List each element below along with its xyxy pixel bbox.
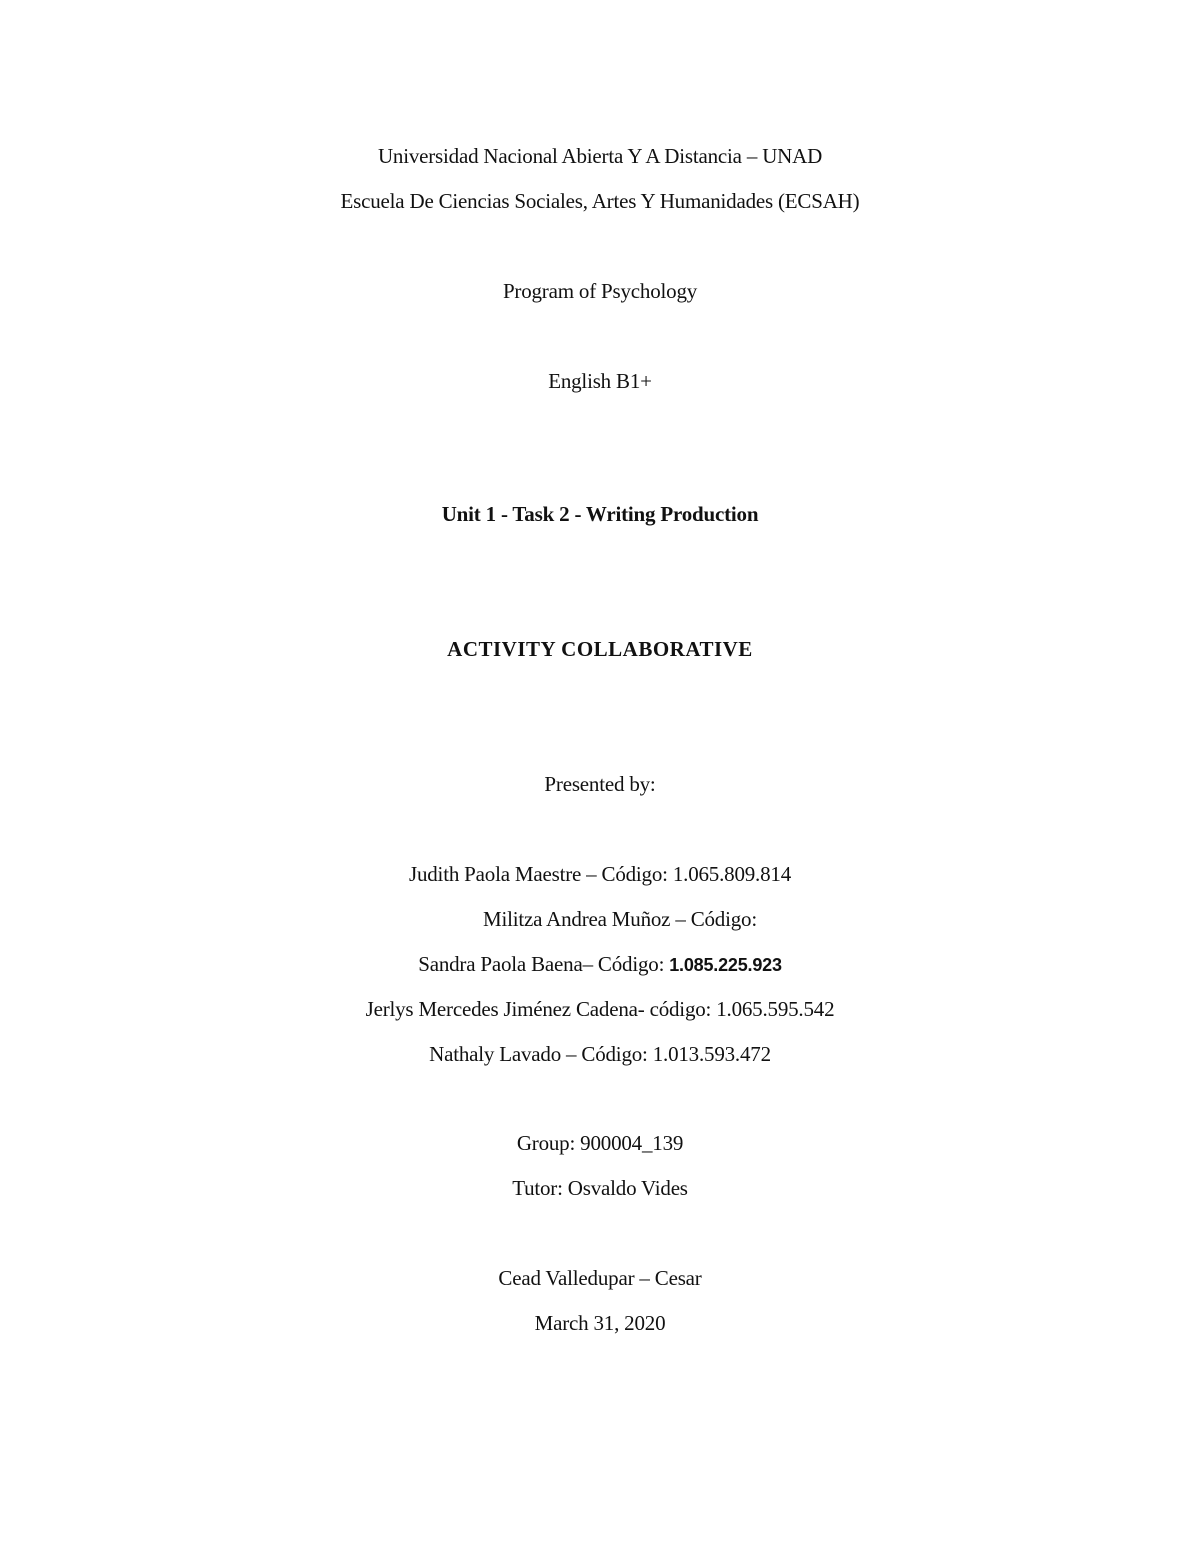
university-name: Universidad Nacional Abierta Y A Distancia – UNAD: [377, 144, 823, 168]
tutor-name: Tutor: Osvaldo Vides: [512, 1176, 688, 1200]
group-number: Group: 900004_139: [516, 1131, 684, 1155]
student-2: Militza Andrea Muñoz – Código:: [483, 907, 757, 931]
student-5: Nathaly Lavado – Código: 1.013.593.472: [429, 1042, 771, 1066]
location: Cead Valledupar – Cesar: [498, 1266, 702, 1290]
student-3-name: Sandra Paola Baena– Código:: [418, 952, 670, 976]
program-name: Program of Psychology: [502, 279, 698, 303]
unit-title: Unit 1 - Task 2 - Writing Production: [441, 502, 759, 526]
course-name: English B1+: [548, 369, 652, 393]
presented-by-label: Presented by:: [544, 772, 656, 796]
date: March 31, 2020: [534, 1311, 666, 1335]
activity-title: ACTIVITY COLLABORATIVE: [447, 637, 753, 661]
student-4: Jerlys Mercedes Jiménez Cadena- código: 1.065.595.542: [365, 997, 835, 1021]
school-name: Escuela De Ciencias Sociales, Artes Y Humanidades (ECSAH): [340, 189, 860, 213]
student-1: Judith Paola Maestre – Código: 1.065.809.814: [408, 862, 791, 886]
student-3-code: 1.085.225.923: [669, 955, 782, 975]
student-3: [0, 951, 1200, 978]
